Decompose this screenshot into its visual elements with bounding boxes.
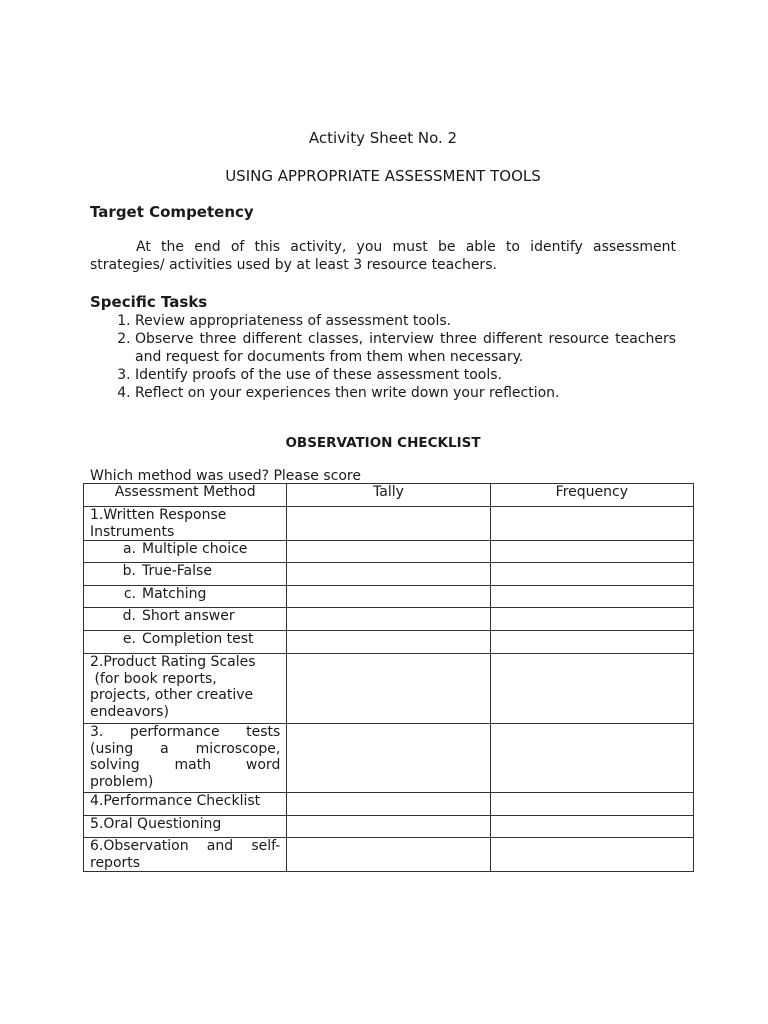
table-header-row: [84, 484, 694, 507]
sub-item-letter: e.: [122, 631, 136, 647]
table-row: [84, 838, 694, 872]
sub-item-letter: d.: [122, 608, 136, 624]
column-header-method: Assessment Method: [84, 484, 287, 507]
method-label: 2.Product Rating Scales: [90, 654, 256, 670]
observation-checklist-table: [83, 483, 694, 872]
target-competency-text: At the end of this activity, you must be able to identify assessment strategies/ activities used by at least 3 resource teachers.: [90, 239, 676, 273]
specific-tasks-heading: Specific Tasks: [90, 293, 208, 311]
table-row: [84, 586, 694, 608]
frequency-cell[interactable]: [490, 654, 693, 724]
method-cell: [84, 541, 287, 563]
frequency-cell[interactable]: [490, 793, 693, 816]
table-row: [84, 507, 694, 541]
frequency-cell[interactable]: [490, 838, 693, 872]
table-row: [84, 724, 694, 793]
frequency-cell[interactable]: [490, 563, 693, 586]
method-cell: [84, 631, 287, 654]
activity-sheet-number: Activity Sheet No. 2: [308, 129, 458, 147]
method-cell: 3. performance tests (using a microscope, solving math word problem): [84, 724, 287, 793]
frequency-cell[interactable]: [490, 507, 693, 541]
method-cell: 1.Written Response Instruments: [84, 507, 287, 541]
frequency-cell[interactable]: [490, 816, 693, 838]
tally-cell[interactable]: [287, 608, 490, 631]
method-cell: 4.Performance Checklist: [84, 793, 287, 816]
sub-item-letter: a.: [122, 541, 136, 557]
task-item: 2. Observe three different classes, interview three different resource teachers and request for documents from them when necessary.: [135, 330, 676, 366]
task-item: 1. Review appropriateness of assessment tools.: [135, 312, 676, 330]
document-page: [90, 128, 676, 484]
sub-item-label: Matching: [142, 586, 207, 602]
tally-cell[interactable]: [287, 507, 490, 541]
table-row: [84, 816, 694, 838]
observation-checklist-title: OBSERVATION CHECKLIST: [285, 435, 481, 451]
table-row: [84, 654, 694, 724]
table-row: [84, 793, 694, 816]
table-row: [84, 631, 694, 654]
frequency-cell[interactable]: [490, 608, 693, 631]
target-competency-heading: Target Competency: [90, 203, 254, 221]
checklist-prompt: Which method was used? Please score: [90, 468, 361, 484]
sub-item-letter: b.: [122, 563, 136, 579]
column-header-frequency: Frequency: [490, 484, 693, 507]
tally-cell[interactable]: [287, 541, 490, 563]
table-row: [84, 608, 694, 631]
method-cell: 5.Oral Questioning: [84, 816, 287, 838]
method-cell: [84, 608, 287, 631]
sub-item-label: Multiple choice: [142, 541, 248, 557]
table-row: [84, 541, 694, 563]
method-cell: [84, 586, 287, 608]
frequency-cell[interactable]: [490, 586, 693, 608]
frequency-cell[interactable]: [490, 541, 693, 563]
sub-item-label: Short answer: [142, 608, 235, 624]
tally-cell[interactable]: [287, 631, 490, 654]
task-item: 4. Reflect on your experiences then write down your reflection.: [135, 384, 676, 402]
tally-cell[interactable]: [287, 816, 490, 838]
method-cell: [84, 563, 287, 586]
method-cell: [84, 654, 287, 724]
tally-cell[interactable]: [287, 654, 490, 724]
table-row: [84, 563, 694, 586]
document-title: USING APPROPRIATE ASSESSMENT TOOLS: [225, 167, 541, 185]
tally-cell[interactable]: [287, 586, 490, 608]
sub-item-label: Completion test: [142, 631, 254, 647]
tally-cell[interactable]: [287, 793, 490, 816]
tally-cell[interactable]: [287, 724, 490, 793]
frequency-cell[interactable]: [490, 631, 693, 654]
method-cell: 6.Observation and self-reports: [84, 838, 287, 872]
tally-cell[interactable]: [287, 563, 490, 586]
task-item: 3. Identify proofs of the use of these assessment tools.: [135, 366, 676, 384]
specific-tasks-list: [90, 312, 676, 402]
column-header-tally: Tally: [287, 484, 490, 507]
sub-item-letter: c.: [123, 586, 136, 602]
sub-item-label: True-False: [142, 563, 212, 579]
frequency-cell[interactable]: [490, 724, 693, 793]
tally-cell[interactable]: [287, 838, 490, 872]
method-label-detail: (for book reports, projects, other creative endeavors): [90, 670, 258, 720]
